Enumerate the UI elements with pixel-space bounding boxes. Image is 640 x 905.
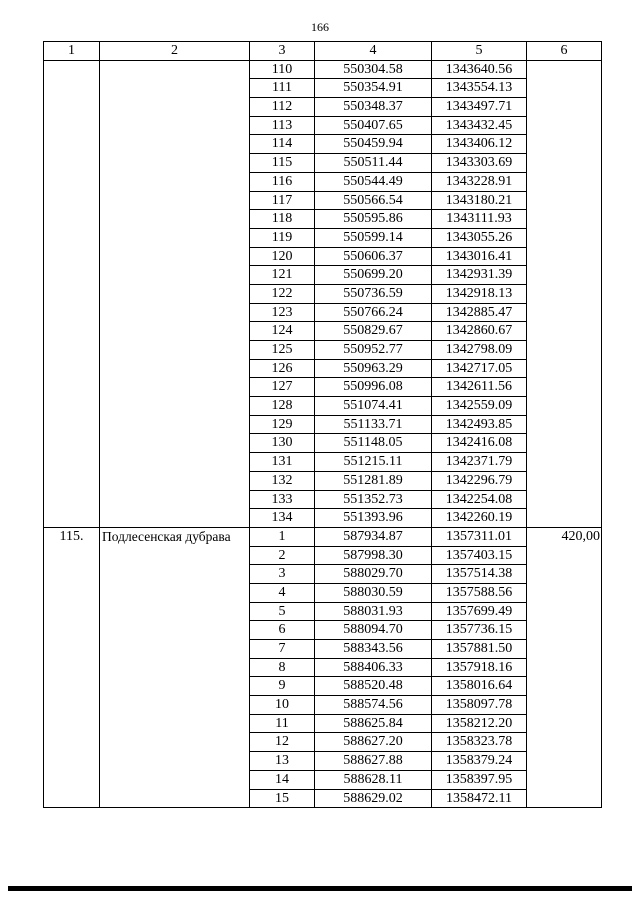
- coordinate-y-cell: 1357588.56: [432, 583, 527, 602]
- header-col-2: 2: [100, 42, 250, 61]
- coordinate-x-cell: 550348.37: [315, 98, 432, 117]
- header-col-3: 3: [250, 42, 315, 61]
- coordinate-y-cell: 1343497.71: [432, 98, 527, 117]
- coordinate-x-cell: 550606.37: [315, 247, 432, 266]
- coordinate-x-cell: 587998.30: [315, 546, 432, 565]
- point-number-cell: 114: [250, 135, 315, 154]
- coordinate-y-cell: 1358016.64: [432, 677, 527, 696]
- coordinate-x-cell: 588627.88: [315, 752, 432, 771]
- coordinate-y-cell: 1343406.12: [432, 135, 527, 154]
- table-body: [44, 60, 602, 808]
- coordinate-y-cell: 1342860.67: [432, 322, 527, 341]
- point-number-cell: 1: [250, 527, 315, 546]
- point-number-cell: 12: [250, 733, 315, 752]
- coordinate-x-cell: 550511.44: [315, 154, 432, 173]
- point-number-cell: 115: [250, 154, 315, 173]
- coordinate-x-cell: 550996.08: [315, 378, 432, 397]
- header-row: [44, 42, 602, 61]
- object-number-cell: [44, 60, 100, 527]
- coordinate-y-cell: 1342931.39: [432, 266, 527, 285]
- coordinate-x-cell: 550566.54: [315, 191, 432, 210]
- coordinate-x-cell: 550304.58: [315, 60, 432, 79]
- header-col-5: 5: [432, 42, 527, 61]
- coordinate-y-cell: 1343016.41: [432, 247, 527, 266]
- point-number-cell: 14: [250, 770, 315, 789]
- coordinate-x-cell: 551215.11: [315, 453, 432, 472]
- coordinates-table: [43, 41, 602, 808]
- coordinate-x-cell: 588574.56: [315, 696, 432, 715]
- coordinate-x-cell: 588406.33: [315, 658, 432, 677]
- coordinate-y-cell: 1342717.05: [432, 359, 527, 378]
- coordinate-x-cell: 550766.24: [315, 303, 432, 322]
- point-number-cell: 9: [250, 677, 315, 696]
- coordinate-x-cell: 550459.94: [315, 135, 432, 154]
- area-cell: [527, 60, 602, 527]
- point-number-cell: 118: [250, 210, 315, 229]
- coordinate-y-cell: 1342493.85: [432, 415, 527, 434]
- coordinate-x-cell: 550407.65: [315, 116, 432, 135]
- coordinate-x-cell: 551148.05: [315, 434, 432, 453]
- coordinate-x-cell: 588029.70: [315, 565, 432, 584]
- coordinate-y-cell: 1342296.79: [432, 471, 527, 490]
- point-number-cell: 112: [250, 98, 315, 117]
- coordinate-x-cell: 551074.41: [315, 397, 432, 416]
- coordinate-x-cell: 588629.02: [315, 789, 432, 808]
- coordinate-x-cell: 550595.86: [315, 210, 432, 229]
- point-number-cell: 5: [250, 602, 315, 621]
- coordinate-x-cell: 588628.11: [315, 770, 432, 789]
- coordinate-x-cell: 588627.20: [315, 733, 432, 752]
- point-number-cell: 127: [250, 378, 315, 397]
- point-number-cell: 124: [250, 322, 315, 341]
- coordinate-y-cell: 1343055.26: [432, 228, 527, 247]
- coordinate-x-cell: 588343.56: [315, 640, 432, 659]
- coordinate-y-cell: 1357403.15: [432, 546, 527, 565]
- coordinate-x-cell: 550599.14: [315, 228, 432, 247]
- coordinate-y-cell: 1343303.69: [432, 154, 527, 173]
- coordinate-y-cell: 1357514.38: [432, 565, 527, 584]
- point-number-cell: 121: [250, 266, 315, 285]
- point-number-cell: 7: [250, 640, 315, 659]
- coordinate-x-cell: 588094.70: [315, 621, 432, 640]
- coordinate-x-cell: 551352.73: [315, 490, 432, 509]
- coordinate-y-cell: 1357918.16: [432, 658, 527, 677]
- coordinate-y-cell: 1343432.45: [432, 116, 527, 135]
- coordinate-y-cell: 1358379.24: [432, 752, 527, 771]
- coordinate-y-cell: 1343640.56: [432, 60, 527, 79]
- coordinate-x-cell: 550544.49: [315, 172, 432, 191]
- coordinate-x-cell: 588625.84: [315, 714, 432, 733]
- coordinate-x-cell: 587934.87: [315, 527, 432, 546]
- point-number-cell: 116: [250, 172, 315, 191]
- point-number-cell: 4: [250, 583, 315, 602]
- coordinate-y-cell: 1342416.08: [432, 434, 527, 453]
- coordinate-x-cell: 550963.29: [315, 359, 432, 378]
- point-number-cell: 119: [250, 228, 315, 247]
- coordinate-x-cell: 550699.20: [315, 266, 432, 285]
- coordinate-x-cell: 588030.59: [315, 583, 432, 602]
- page-number: 166: [311, 20, 329, 34]
- point-number-cell: 117: [250, 191, 315, 210]
- point-number-cell: 126: [250, 359, 315, 378]
- point-number-cell: 3: [250, 565, 315, 584]
- coordinate-y-cell: 1343111.93: [432, 210, 527, 229]
- point-number-cell: 134: [250, 509, 315, 528]
- point-number-cell: 6: [250, 621, 315, 640]
- point-number-cell: 130: [250, 434, 315, 453]
- coordinate-y-cell: 1357311.01: [432, 527, 527, 546]
- coordinate-y-cell: 1357881.50: [432, 640, 527, 659]
- point-number-cell: 120: [250, 247, 315, 266]
- point-number-cell: 123: [250, 303, 315, 322]
- coordinate-x-cell: 588031.93: [315, 602, 432, 621]
- point-number-cell: 131: [250, 453, 315, 472]
- coordinate-y-cell: 1342559.09: [432, 397, 527, 416]
- point-number-cell: 8: [250, 658, 315, 677]
- coordinate-x-cell: 550829.67: [315, 322, 432, 341]
- coordinate-y-cell: 1342918.13: [432, 284, 527, 303]
- point-number-cell: 110: [250, 60, 315, 79]
- coordinate-x-cell: 551393.96: [315, 509, 432, 528]
- coordinate-y-cell: 1358472.11: [432, 789, 527, 808]
- coordinate-y-cell: 1357736.15: [432, 621, 527, 640]
- coordinate-y-cell: 1358212.20: [432, 714, 527, 733]
- point-number-cell: 15: [250, 789, 315, 808]
- point-number-cell: 132: [250, 471, 315, 490]
- header-col-1: 1: [44, 42, 100, 61]
- coordinate-y-cell: 1358097.78: [432, 696, 527, 715]
- point-number-cell: 129: [250, 415, 315, 434]
- point-number-cell: 113: [250, 116, 315, 135]
- coordinate-x-cell: 550952.77: [315, 341, 432, 360]
- coordinate-y-cell: 1358397.95: [432, 770, 527, 789]
- area-cell: 420,00: [527, 527, 602, 807]
- point-number-cell: 111: [250, 79, 315, 98]
- bottom-rule: [8, 886, 632, 891]
- coordinate-y-cell: 1343554.13: [432, 79, 527, 98]
- coordinate-y-cell: 1342798.09: [432, 341, 527, 360]
- coordinate-x-cell: 550354.91: [315, 79, 432, 98]
- point-number-cell: 13: [250, 752, 315, 771]
- point-number-cell: 11: [250, 714, 315, 733]
- table-row: [44, 527, 602, 546]
- coordinate-y-cell: 1342371.79: [432, 453, 527, 472]
- coordinate-x-cell: 550736.59: [315, 284, 432, 303]
- object-number-cell: 115.: [44, 527, 100, 807]
- coordinate-y-cell: 1342260.19: [432, 509, 527, 528]
- coordinate-x-cell: 551133.71: [315, 415, 432, 434]
- point-number-cell: 10: [250, 696, 315, 715]
- coordinate-y-cell: 1343228.91: [432, 172, 527, 191]
- point-number-cell: 133: [250, 490, 315, 509]
- point-number-cell: 125: [250, 341, 315, 360]
- header-col-4: 4: [315, 42, 432, 61]
- coordinate-y-cell: 1342885.47: [432, 303, 527, 322]
- coordinate-y-cell: 1358323.78: [432, 733, 527, 752]
- object-name-cell: Подлесенская дубрава: [100, 527, 250, 807]
- coordinate-y-cell: 1343180.21: [432, 191, 527, 210]
- coordinate-y-cell: 1342611.56: [432, 378, 527, 397]
- header-col-6: 6: [527, 42, 602, 61]
- table-row: [44, 60, 602, 79]
- coordinate-x-cell: 551281.89: [315, 471, 432, 490]
- coordinate-y-cell: 1342254.08: [432, 490, 527, 509]
- object-name-cell: [100, 60, 250, 527]
- coordinate-y-cell: 1357699.49: [432, 602, 527, 621]
- coordinate-x-cell: 588520.48: [315, 677, 432, 696]
- point-number-cell: 2: [250, 546, 315, 565]
- point-number-cell: 122: [250, 284, 315, 303]
- point-number-cell: 128: [250, 397, 315, 416]
